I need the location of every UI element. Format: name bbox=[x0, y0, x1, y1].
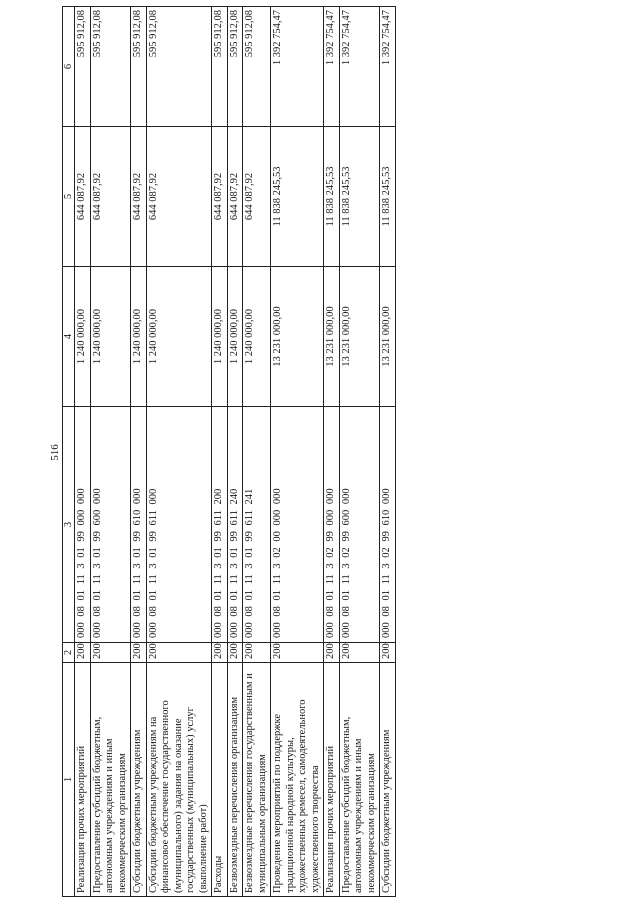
row-executed-amount: 644 087,92 bbox=[243, 127, 271, 267]
row-executed-amount: 11 838 245,53 bbox=[380, 127, 396, 267]
row-executed-amount: 11 838 245,53 bbox=[324, 127, 340, 267]
row-approved-amount: 1 240 000,00 bbox=[227, 267, 243, 407]
row-name: Безвозмездные перечисления организациям bbox=[227, 663, 243, 897]
row-budget-code: 000 08 01 11 3 02 99 600 000 bbox=[339, 407, 380, 643]
row-name: Проведение мероприятий по поддержке традиционной народной культуры, художественных ремесел, самодеятельного художественного творчества bbox=[271, 663, 324, 897]
row-approved-amount: 1 240 000,00 bbox=[212, 267, 228, 407]
row-approved-amount: 1 240 000,00 bbox=[131, 267, 147, 407]
table-row bbox=[227, 7, 243, 897]
row-budget-code: 000 08 01 11 3 01 99 000 000 bbox=[75, 407, 91, 643]
row-line-code: 200 bbox=[212, 643, 228, 663]
row-approved-amount: 1 240 000,00 bbox=[243, 267, 271, 407]
column-header: 5 bbox=[63, 127, 75, 267]
row-name: Предоставление субсидий бюджетным, автономным учреждениям и иным некоммерческим организациям bbox=[339, 663, 380, 897]
row-budget-code: 000 08 01 11 3 01 99 600 000 bbox=[90, 407, 131, 643]
row-line-code: 200 bbox=[227, 643, 243, 663]
row-budget-code: 000 08 01 11 3 02 99 000 000 bbox=[324, 407, 340, 643]
table-row bbox=[90, 7, 131, 897]
row-unexecuted-amount: 1 392 754,47 bbox=[339, 7, 380, 127]
row-approved-amount: 1 240 000,00 bbox=[146, 267, 212, 407]
row-executed-amount: 644 087,92 bbox=[90, 127, 131, 267]
row-unexecuted-amount: 595 912,08 bbox=[212, 7, 228, 127]
row-line-code: 200 bbox=[146, 643, 212, 663]
table-row bbox=[131, 7, 147, 897]
row-executed-amount: 11 838 245,53 bbox=[339, 127, 380, 267]
row-line-code: 200 bbox=[75, 643, 91, 663]
row-line-code: 200 bbox=[339, 643, 380, 663]
row-unexecuted-amount: 1 392 754,47 bbox=[271, 7, 324, 127]
row-approved-amount: 1 240 000,00 bbox=[75, 267, 91, 407]
row-name: Безвозмездные перечисления государственным и муниципальным организациям bbox=[243, 663, 271, 897]
row-approved-amount: 13 231 000,00 bbox=[324, 267, 340, 407]
row-name: Расходы bbox=[212, 663, 228, 897]
table-row bbox=[380, 7, 396, 897]
table-row bbox=[339, 7, 380, 897]
row-name: Субсидии бюджетным учреждениям на финансовое обеспечение государственного (муниципального) задания на оказание государственных (муниципальных) услуг (выполнение работ) bbox=[146, 663, 212, 897]
row-name: Реализация прочих мероприятий bbox=[75, 663, 91, 897]
row-unexecuted-amount: 1 392 754,47 bbox=[324, 7, 340, 127]
row-unexecuted-amount: 595 912,08 bbox=[243, 7, 271, 127]
row-approved-amount: 1 240 000,00 bbox=[90, 267, 131, 407]
row-line-code: 200 bbox=[271, 643, 324, 663]
column-header: 4 bbox=[63, 267, 75, 407]
row-budget-code: 000 08 01 11 3 02 99 610 000 bbox=[380, 407, 396, 643]
row-unexecuted-amount: 595 912,08 bbox=[227, 7, 243, 127]
table-row bbox=[146, 7, 212, 897]
row-line-code: 200 bbox=[243, 643, 271, 663]
row-executed-amount: 11 838 245,53 bbox=[271, 127, 324, 267]
row-budget-code: 000 08 01 11 3 01 99 611 000 bbox=[146, 407, 212, 643]
row-executed-amount: 644 087,92 bbox=[212, 127, 228, 267]
row-name: Предоставление субсидий бюджетным, автономным учреждениям и иным некоммерческим организациям bbox=[90, 663, 131, 897]
page-number: 516 bbox=[49, 444, 61, 461]
row-executed-amount: 644 087,92 bbox=[131, 127, 147, 267]
row-executed-amount: 644 087,92 bbox=[75, 127, 91, 267]
row-executed-amount: 644 087,92 bbox=[227, 127, 243, 267]
table-row bbox=[271, 7, 324, 897]
table-row bbox=[324, 7, 340, 897]
table-row bbox=[75, 7, 91, 897]
row-budget-code: 000 08 01 11 3 01 99 611 240 bbox=[227, 407, 243, 643]
row-unexecuted-amount: 595 912,08 bbox=[75, 7, 91, 127]
row-unexecuted-amount: 595 912,08 bbox=[131, 7, 147, 127]
budget-table bbox=[62, 6, 396, 897]
row-name: Субсидии бюджетным учреждениям bbox=[131, 663, 147, 897]
row-budget-code: 000 08 01 11 3 02 00 000 000 bbox=[271, 407, 324, 643]
column-header: 6 bbox=[63, 7, 75, 127]
row-approved-amount: 13 231 000,00 bbox=[380, 267, 396, 407]
row-line-code: 200 bbox=[90, 643, 131, 663]
row-name: Реализация прочих мероприятий bbox=[324, 663, 340, 897]
row-name: Субсидии бюджетным учреждениям bbox=[380, 663, 396, 897]
row-approved-amount: 13 231 000,00 bbox=[339, 267, 380, 407]
column-header: 1 bbox=[63, 663, 75, 897]
table-header-row bbox=[63, 7, 75, 897]
row-unexecuted-amount: 595 912,08 bbox=[146, 7, 212, 127]
row-line-code: 200 bbox=[380, 643, 396, 663]
column-header: 3 bbox=[63, 407, 75, 643]
row-budget-code: 000 08 01 11 3 01 99 610 000 bbox=[131, 407, 147, 643]
row-budget-code: 000 08 01 11 3 01 99 611 200 bbox=[212, 407, 228, 643]
row-budget-code: 000 08 01 11 3 01 99 611 241 bbox=[243, 407, 271, 643]
row-approved-amount: 13 231 000,00 bbox=[271, 267, 324, 407]
row-executed-amount: 644 087,92 bbox=[146, 127, 212, 267]
row-line-code: 200 bbox=[324, 643, 340, 663]
row-line-code: 200 bbox=[131, 643, 147, 663]
table-row bbox=[243, 7, 271, 897]
row-unexecuted-amount: 595 912,08 bbox=[90, 7, 131, 127]
table-row bbox=[212, 7, 228, 897]
row-unexecuted-amount: 1 392 754,47 bbox=[380, 7, 396, 127]
column-header: 2 bbox=[63, 643, 75, 663]
